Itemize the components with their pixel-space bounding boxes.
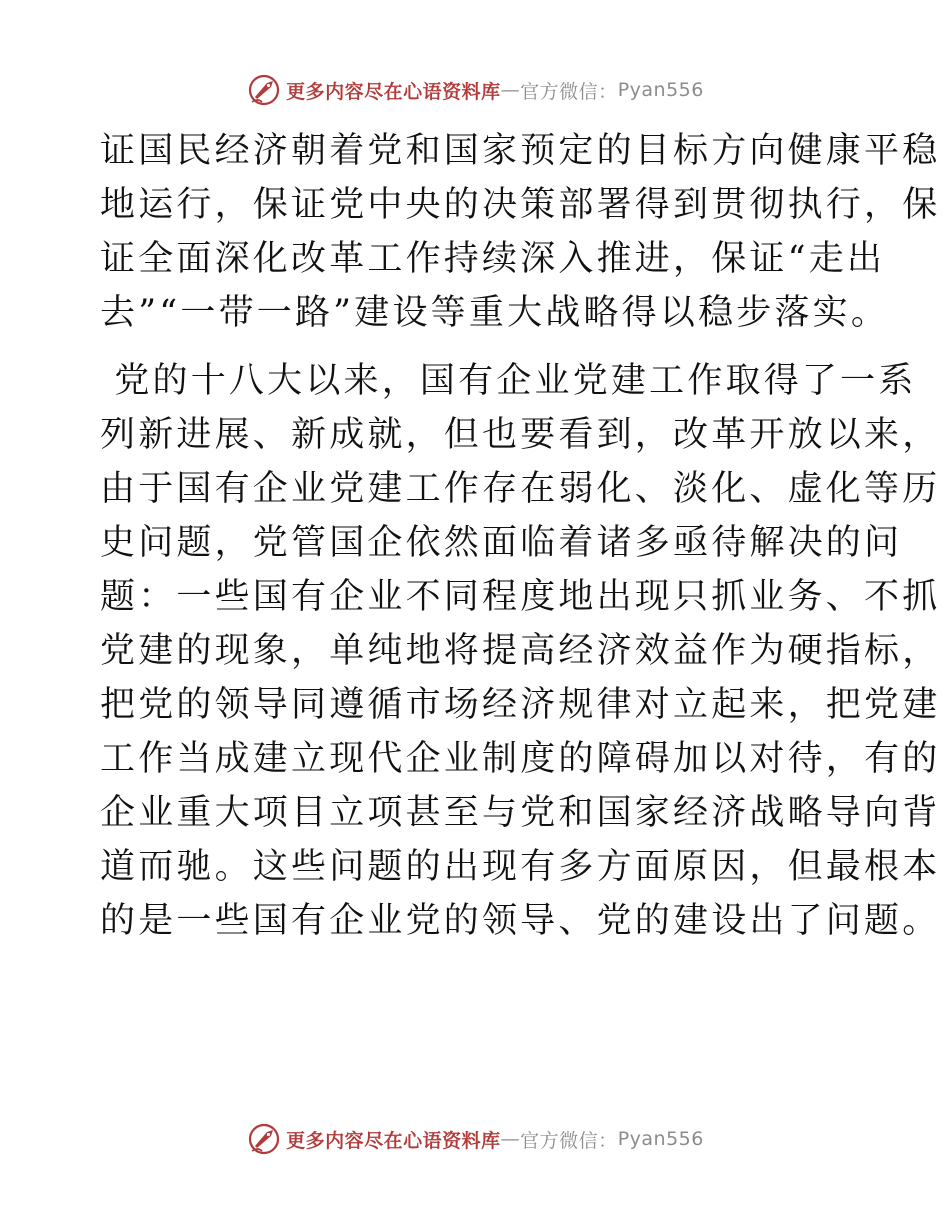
text-line: 党的十八大以来，国有企业党建工作取得了一系 — [100, 361, 917, 401]
text-line: 证国民经济朝着党和国家预定的目标方向健康平稳 — [100, 131, 941, 171]
header-wechat-id: Pyan556 — [617, 79, 704, 101]
footer-watermark — [0, 1119, 950, 1159]
header-watermark — [0, 70, 950, 110]
paragraph-2 — [100, 354, 941, 948]
footer-wechat-label: 官方微信： — [520, 1129, 618, 1152]
text-line: 史问题，党管国企依然面临着诸多亟待解决的问 — [100, 523, 903, 563]
text-line: 由于国有企业党建工作存在弱化、淡化、虚化等历 — [100, 469, 941, 509]
pen-nib-logo-icon — [246, 72, 282, 108]
footer-wechat-id: Pyan556 — [617, 1128, 704, 1150]
text-line: 证全面深化改革工作持续深入推进，保证“走出 — [100, 239, 886, 279]
pen-nib-logo-icon — [246, 1121, 282, 1157]
text-line: 地运行，保证党中央的决策部署得到贯彻执行，保 — [100, 185, 941, 225]
text-line: 道而驰。这些问题的出现有多方面原因，但最根本 — [100, 847, 941, 887]
header-separator: — — [500, 79, 521, 101]
text-line: 去”“一带一路”建设等重大战略得以稳步落实。 — [100, 293, 890, 333]
text-line: 题：一些国有企业不同程度地出现只抓业务、不抓 — [100, 577, 941, 617]
text-line: 列新进展、新成就，但也要看到，改革开放以来， — [100, 415, 941, 455]
footer-separator: — — [500, 1128, 521, 1150]
header-site-text: 更多内容尽在心语资料库 — [286, 80, 501, 103]
text-line: 企业重大项目立项甚至与党和国家经济战略导向背 — [100, 793, 941, 833]
paragraph-1 — [100, 124, 941, 340]
text-line: 党建的现象，单纯地将提高经济效益作为硬指标， — [100, 631, 941, 671]
text-line: 工作当成建立现代企业制度的障碍加以对待，有的 — [100, 739, 941, 779]
document-body — [100, 124, 941, 948]
text-line: 的是一些国有企业党的领导、党的建设出了问题。 — [100, 901, 941, 941]
footer-site-text: 更多内容尽在心语资料库 — [286, 1129, 501, 1152]
header-wechat-label: 官方微信： — [520, 80, 618, 103]
text-line: 把党的领导同遵循市场经济规律对立起来，把党建 — [100, 685, 941, 725]
